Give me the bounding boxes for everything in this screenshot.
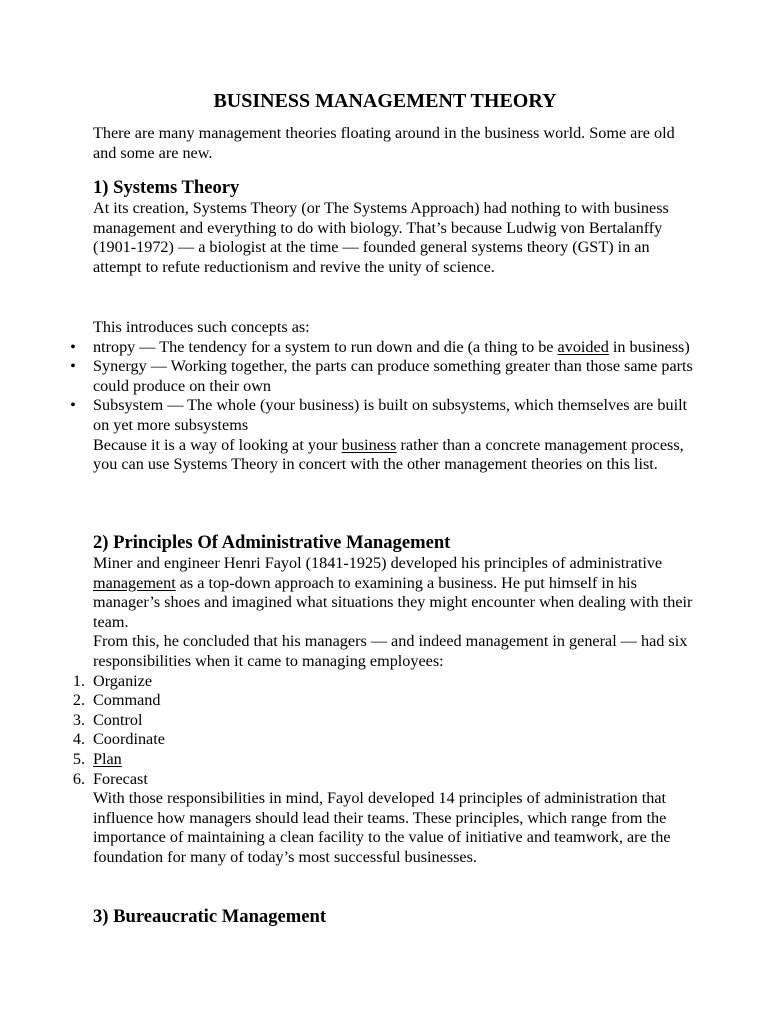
bullet-icon: •: [70, 357, 76, 376]
section-heading-administrative-management: 2) Principles Of Administrative Management: [93, 532, 451, 553]
administrative-paragraph-2: From this, he concluded that his managers — and indeed management in general — had six responsibilities when it came to managing employees:: [93, 632, 688, 670]
intro-text: There are many management theories floating around in the business world. Some are old and some are new.: [93, 124, 675, 162]
list-item: [72, 691, 693, 711]
systems-theory-concepts: [70, 318, 693, 475]
list-item: [70, 396, 693, 435]
paragraph-text: Because it is a way of looking at your: [93, 435, 342, 454]
section-administrative-management: [72, 532, 693, 868]
paragraph-text: as a top-down approach to examining a business. He put himself in his manager’s shoes and imagined what situations they might encounter when dealing with their team.: [93, 573, 693, 631]
list-item-text: ntropy — The tendency for a system to run down and die (a thing to be: [93, 337, 558, 356]
list-number: 4.: [72, 730, 85, 749]
section-systems-theory: [93, 177, 693, 277]
link-business[interactable]: business: [341, 435, 397, 454]
administrative-paragraph-3: With those responsibilities in mind, Fayol developed 14 principles of administration that influence how managers should lead their teams. These principles, which range from the importance of maintaining a clean facility to the value of initiative and teamwork, are the foundation for many of today’s most successful businesses.: [93, 789, 671, 866]
list-item-text: Coordinate: [93, 730, 165, 749]
list-item: [72, 710, 693, 731]
administrative-paragraph-1: [93, 554, 693, 632]
list-item-text: Forecast: [93, 769, 148, 788]
concepts-list: [70, 337, 693, 436]
systems-theory-paragraph-3: [93, 436, 693, 475]
intro-paragraph: [93, 124, 693, 163]
link-plan[interactable]: Plan: [93, 749, 122, 768]
list-item-text: Command: [93, 691, 161, 710]
document-title: BUSINESS MANAGEMENT THEORY: [213, 90, 557, 112]
list-item-text: Subsystem — The whole (your business) is built on subsystems, which themselves are built on yet more subsystems: [93, 396, 688, 434]
list-number: 3.: [72, 710, 85, 729]
list-number: 2.: [72, 691, 85, 710]
concepts-intro: This introduces such concepts as:: [93, 318, 310, 336]
section-bureaucratic-management: [93, 906, 693, 928]
paragraph-text: rather than a concrete management process, you can use Systems Theory in concert with the other management theories on this list.: [93, 435, 684, 474]
link-management[interactable]: management: [93, 573, 176, 592]
list-number: 1.: [72, 671, 85, 690]
list-item-text: Organize: [93, 671, 153, 690]
list-item-text: Synergy — Working together, the parts can produce something greater than those same parts could produce on their own: [93, 357, 693, 395]
systems-theory-paragraph-1: At its creation, Systems Theory (or The Systems Approach) had nothing to with business management and everything to do with biology. That’s because Ludwig von Bertalanffy (1901-1972) — a biologist at the time — founded general systems theory (GST) in an attempt to refute reductionism and revive the unity of science.: [93, 199, 669, 276]
link-avoided[interactable]: avoided: [557, 337, 609, 356]
section-heading-systems-theory: 1) Systems Theory: [93, 177, 240, 198]
list-number: 6.: [72, 769, 85, 788]
bullet-icon: •: [70, 337, 76, 356]
list-number: 5.: [72, 749, 85, 768]
paragraph-text: Miner and engineer Henri Fayol (1841-1925) developed his principles of administrative: [93, 554, 663, 572]
list-item: [70, 357, 693, 396]
list-item: [72, 671, 693, 692]
list-item-text: in business): [608, 337, 690, 356]
list-item: [70, 337, 693, 358]
bullet-icon: •: [70, 396, 76, 415]
list-item: [72, 730, 693, 750]
list-item: [72, 749, 693, 770]
section-heading-bureaucratic-management: 3) Bureaucratic Management: [93, 906, 327, 927]
list-item: [72, 769, 693, 790]
responsibilities-list: [72, 671, 693, 790]
list-item-text: Control: [93, 710, 143, 729]
